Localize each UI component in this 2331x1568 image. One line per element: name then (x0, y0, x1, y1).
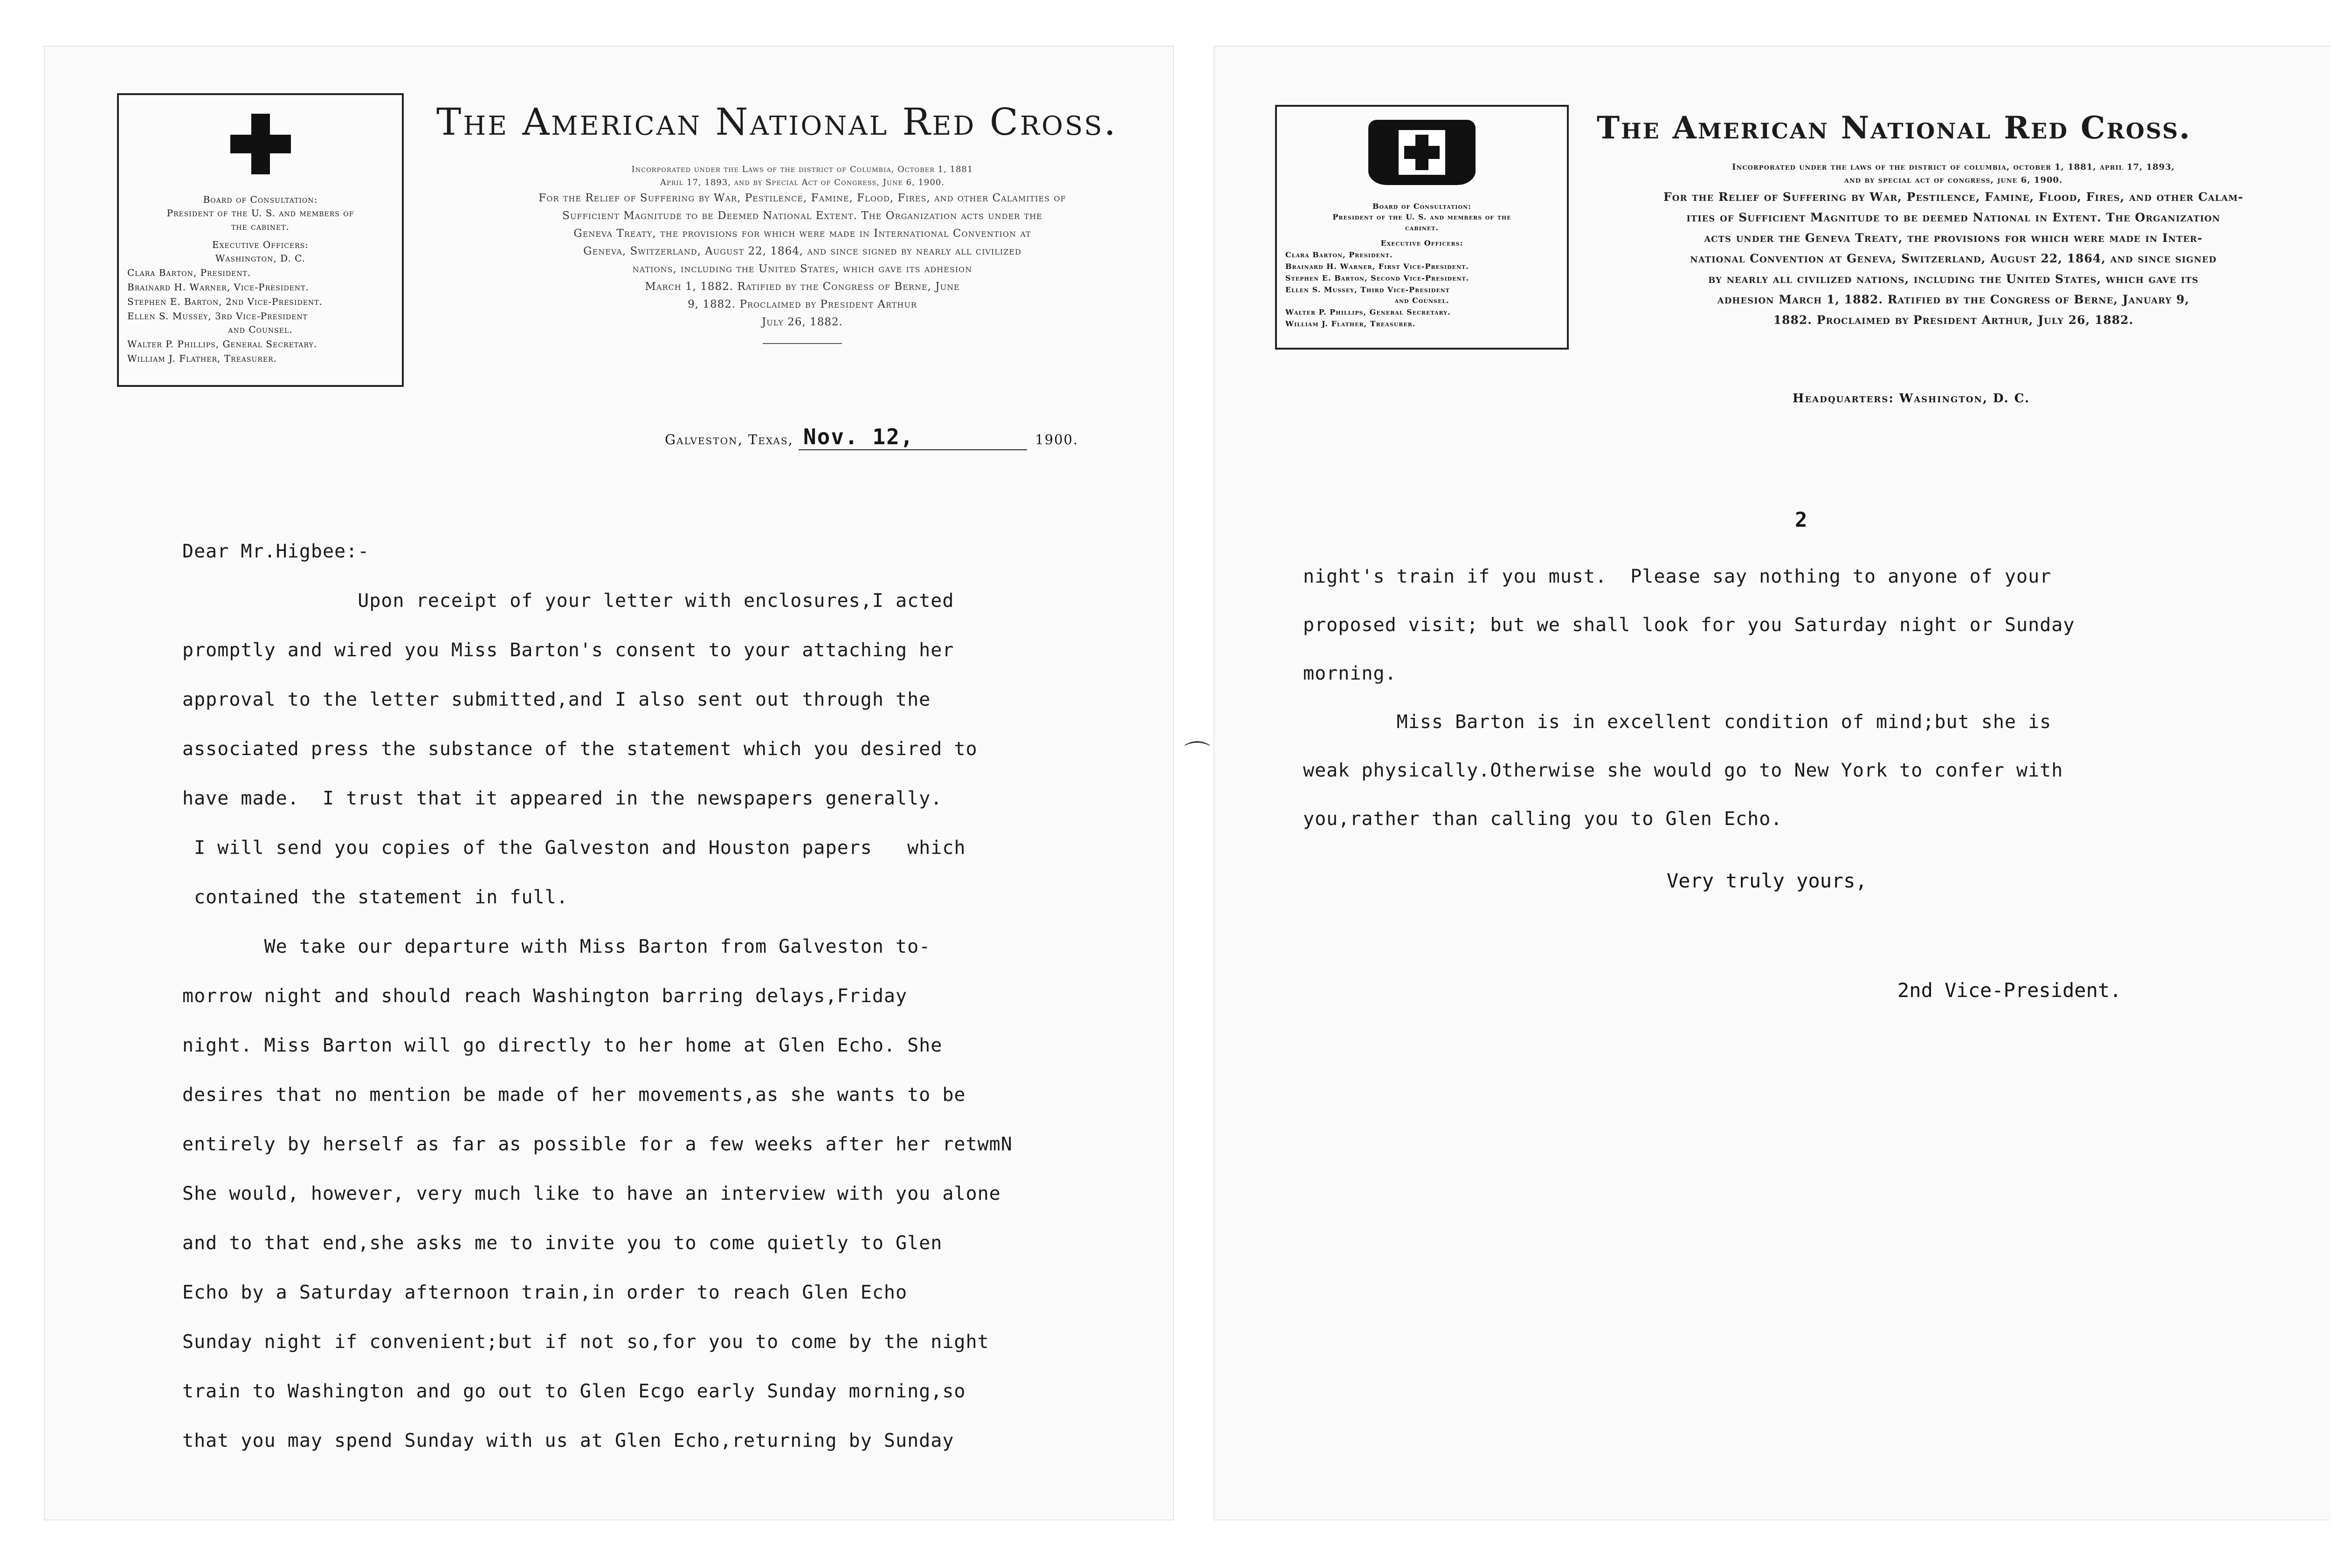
charter-line: 1882. Proclaimed by President Arthur, July 26, 1882. (1773, 313, 2134, 327)
officers-heading: Executive Officers: (212, 239, 309, 250)
board-line: President of the U. S. and members of (166, 207, 354, 219)
charter-line: March 1, 1882. Ratified by the Congress of Berne, June (645, 281, 960, 293)
letter-line: have made. I trust that it appeared in the newspapers generally. (182, 788, 943, 809)
officers-heading: Executive Officers: (1380, 239, 1463, 248)
charter-line: 9, 1882. Proclaimed by President Arthur (688, 298, 917, 310)
letter-line: Echo by a Saturday afternoon train,in order to reach Glen Echo (182, 1282, 908, 1303)
charter-line: by nearly all civilized nations, including the United States, which gave its (1708, 272, 2199, 286)
officer-line: Walter P. Phillips, General Secretary. (127, 338, 317, 350)
charter-line: nations, including the United States, which gave its adhesion (632, 263, 972, 275)
page-number: 2 (1795, 508, 1807, 532)
letter-line: and to that end,she asks me to invite you to come quietly to Glen (182, 1232, 943, 1254)
officers-location: Washington, D. C. (215, 253, 306, 264)
letter-line: entirely by herself as far as possible for a few weeks after her retwmN (182, 1134, 1013, 1155)
officer-line: Stephen E. Barton, 2nd Vice-President. (127, 296, 323, 307)
letter-line: promptly and wired you Miss Barton's consent to your attaching her (182, 640, 954, 661)
charter-line: Sufficient Magnitude to be Deemed National Extent. The Organization acts under the (562, 210, 1042, 222)
charter-line: ities of Sufficient Magnitude to be deemed National in Extent. The Organization (1686, 211, 2221, 224)
letter-line: weak physically.Otherwise she would go to New York to confer with (1303, 760, 2063, 781)
charter-line: national Convention at Geneva, Switzerland, August 22, 1864, and since signed (1690, 252, 2217, 265)
charter-line: April 17, 1893, and by Special Act of Congress, June 6, 1900. (660, 178, 945, 187)
officer-line: William J. Flather, Treasurer. (1285, 319, 1416, 328)
letter-line: night. Miss Barton will go directly to her home at Glen Echo. She (182, 1035, 943, 1056)
charter-line: Geneva, Switzerland, August 22, 1864, and since signed by nearly all civilized (583, 245, 1021, 257)
letter-line: I will send you copies of the Galveston and Houston papers which (182, 837, 966, 859)
officer-line: Clara Barton, President. (127, 267, 251, 278)
charter-line: adhesion March 1, 1882. Ratified by the Congress of Berne, January 9, (1717, 293, 2190, 306)
letter-body (182, 527, 1013, 1465)
officer-line: Stephen E. Barton, Second Vice-President. (1285, 274, 1469, 282)
letter-line: that you may spend Sunday with us at Glen Echo,returning by Sunday (182, 1430, 954, 1451)
charter-line: and by special act of congress, june 6, 1900. (1844, 175, 2063, 185)
divider (763, 343, 842, 344)
letter-line: We take our departure with Miss Barton from Galveston to- (182, 936, 931, 957)
organization-title: The American National Red Cross. (1597, 110, 2192, 146)
letter-line: morrow night and should reach Washington barring delays,Friday (182, 985, 908, 1007)
letter-line: She would, however, very much like to have an interview with you alone (182, 1183, 1001, 1204)
letter-body (1303, 552, 2075, 843)
board-line: cabinet. (1405, 223, 1439, 232)
letterhead-sidebar (1275, 105, 1569, 350)
letter-line: approval to the letter submitted,and I also sent out through the (182, 689, 931, 710)
letter-line: Sunday night if convenient;but if not so,for you to come by the night (182, 1331, 989, 1353)
officer-line: Brainard H. Warner, Vice-President. (127, 282, 309, 293)
charter-line: Incorporated under the Laws of the district of Columbia, October 1, 1881 (631, 165, 973, 174)
charter-line: For the Relief of Suffering by War, Pestilence, Famine, Flood, Fires, and other Calamities of (538, 192, 1066, 204)
letter-line: night's train if you must. Please say nothing to anyone of your (1303, 566, 2052, 587)
officer-line: and Counsel. (228, 324, 293, 335)
organization-title: The American National Red Cross. (436, 100, 1118, 144)
charter-line: For the Relief of Suffering by War, Pestilence, Famine, Flood, Fires, and other Calam- (1663, 190, 2243, 204)
margin-mark-icon: ⌒ (1184, 740, 1210, 770)
letter-line: proposed visit; but we shall look for you Saturday night or Sunday (1303, 614, 2075, 636)
letterhead-sidebar (117, 93, 404, 387)
letter-line: you,rather than calling you to Glen Echo. (1303, 808, 1783, 830)
signature-title: 2nd Vice-President. (1897, 979, 2122, 1002)
dateline-year: 1900. (1035, 432, 1079, 447)
charter-line: Incorporated under the laws of the district of columbia, october 1, 1881, april 17, 1893, (1732, 162, 2175, 172)
officer-line: Clara Barton, President. (1285, 250, 1393, 259)
dateline-date: Nov. 12, (799, 424, 1027, 450)
charter-line: acts under the Geneva Treaty, the provisions for which were made in Inter- (1704, 231, 2203, 245)
officer-line: Walter P. Phillips, General Secretary. (1285, 308, 1451, 316)
board-heading: Board of Consultation: (203, 194, 318, 205)
letter-line: Upon receipt of your letter with enclosures,I acted (182, 590, 954, 612)
board-heading: Board of Consultation: (1372, 202, 1471, 211)
letter-line: morning. (1303, 663, 1397, 684)
letter-line: contained the statement in full. (182, 887, 568, 908)
charter-line: July 26, 1882. (762, 316, 843, 328)
letter-line: Dear Mr.Higbee:- (182, 541, 370, 562)
officer-line: Brainard H. Warner, First Vice-President. (1285, 262, 1469, 271)
officer-line: Ellen S. Mussey, 3rd Vice-President (127, 310, 308, 322)
board-line: President of the U. S. and members of the (1332, 213, 1511, 221)
charter-text (1583, 161, 2324, 330)
letter-line: desires that no mention be made of her movements,as she wants to be (182, 1084, 966, 1106)
officer-line: and Counsel. (1394, 296, 1449, 305)
closing-salutation: Very truly yours, (1667, 869, 1867, 892)
dateline (665, 424, 1078, 450)
charter-text (413, 163, 1173, 344)
red-cross-banner-icon (1368, 120, 1476, 185)
officer-line: Ellen S. Mussey, Third Vice-President (1285, 285, 1450, 294)
letter-page-2 (1214, 47, 2331, 1520)
letter-line: train to Washington and go out to Glen Ecgo early Sunday morning,so (182, 1381, 966, 1402)
headquarters-line: Headquarters: Washington, D. C. (1793, 392, 2030, 406)
dateline-place: Galveston, Texas, (665, 432, 793, 447)
officer-line: William J. Flather, Treasurer. (127, 353, 277, 364)
letter-page-1 (45, 47, 1173, 1520)
letter-line: associated press the substance of the statement which you desired to (182, 738, 978, 760)
red-cross-emblem-icon (230, 114, 291, 174)
letter-line: Miss Barton is in excellent condition of mind;but she is (1303, 711, 2052, 733)
board-line: the cabinet. (231, 221, 290, 232)
charter-line: Geneva Treaty, the provisions for which were made in International Convention at (573, 227, 1031, 240)
